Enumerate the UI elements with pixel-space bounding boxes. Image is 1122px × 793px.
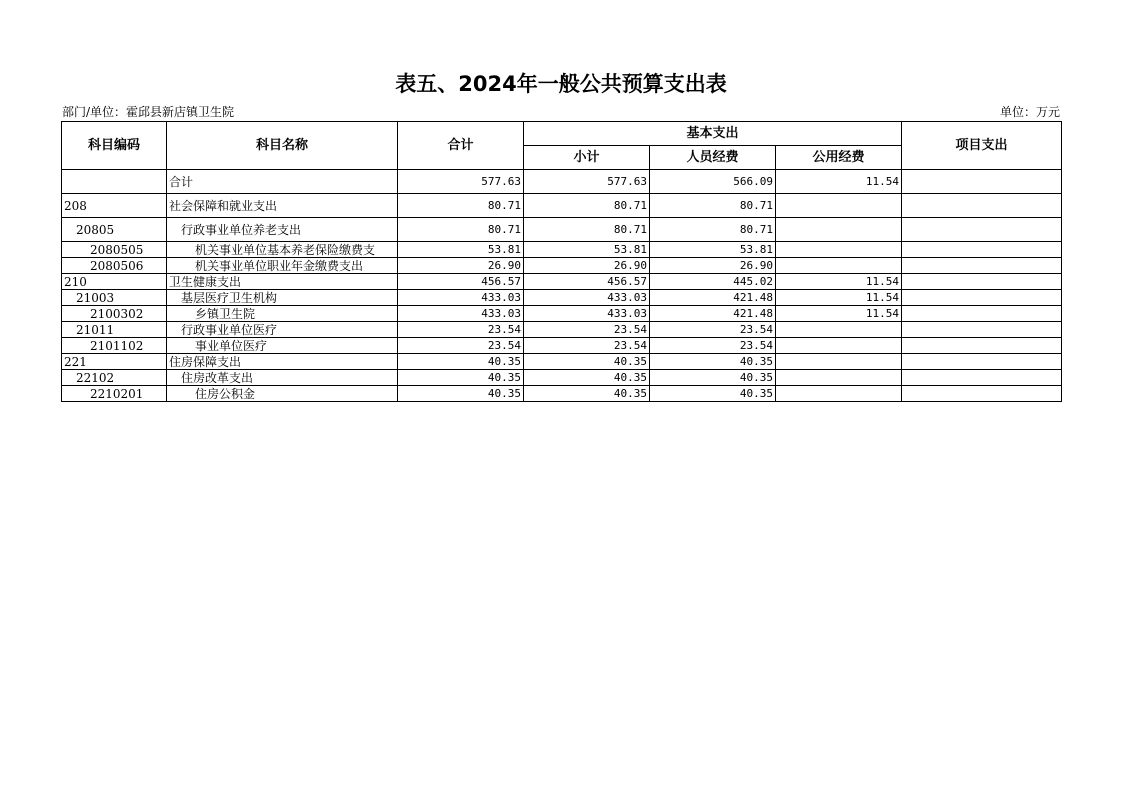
row-code: 2100302 [62,306,167,322]
header-basic: 基本支出 [524,122,902,146]
row-personnel: 421.48 [650,290,776,306]
row-subtotal: 433.03 [524,290,650,306]
row-subtotal: 40.35 [524,386,650,402]
row-personnel: 40.35 [650,386,776,402]
row-name: 社会保障和就业支出 [167,194,398,218]
row-project [902,386,1062,402]
table-row [62,354,1062,370]
row-personnel: 26.90 [650,258,776,274]
row-total: 456.57 [398,274,524,290]
row-name: 卫生健康支出 [167,274,398,290]
row-name: 行政事业单位养老支出 [167,218,398,242]
row-subtotal: 80.71 [524,194,650,218]
row-total: 80.71 [398,194,524,218]
row-name: 基层医疗卫生机构 [167,290,398,306]
row-personnel: 23.54 [650,338,776,354]
row-public [776,242,902,258]
row-project [902,242,1062,258]
row-code: 21011 [62,322,167,338]
row-project [902,322,1062,338]
row-code [62,170,167,194]
row-total: 23.54 [398,338,524,354]
row-code: 20805 [62,218,167,242]
row-subtotal: 456.57 [524,274,650,290]
row-subtotal: 23.54 [524,338,650,354]
table-row [62,258,1062,274]
table-row [62,274,1062,290]
table-row [62,386,1062,402]
row-personnel: 80.71 [650,194,776,218]
row-project [902,258,1062,274]
row-project [902,218,1062,242]
row-name: 行政事业单位医疗 [167,322,398,338]
row-public: 11.54 [776,274,902,290]
row-project [902,354,1062,370]
row-subtotal: 40.35 [524,354,650,370]
row-total: 577.63 [398,170,524,194]
row-public [776,194,902,218]
header-name: 科目名称 [167,122,398,170]
row-personnel: 80.71 [650,218,776,242]
row-public [776,370,902,386]
row-public [776,322,902,338]
row-name: 合计 [167,170,398,194]
row-subtotal: 40.35 [524,370,650,386]
header-subtotal: 小计 [524,146,650,170]
row-public [776,218,902,242]
table-row [62,338,1062,354]
row-subtotal: 80.71 [524,218,650,242]
row-code: 210 [62,274,167,290]
header-project: 项目支出 [902,122,1062,170]
row-name: 乡镇卫生院 [167,306,398,322]
row-name: 住房公积金 [167,386,398,402]
row-personnel: 40.35 [650,370,776,386]
row-personnel: 23.54 [650,322,776,338]
row-public: 11.54 [776,170,902,194]
page-title: 表五、2024年一般公共预算支出表 [395,72,727,96]
row-code: 221 [62,354,167,370]
unit-label: 单位：万元 [999,105,1060,119]
row-personnel: 445.02 [650,274,776,290]
row-subtotal: 577.63 [524,170,650,194]
row-total: 40.35 [398,354,524,370]
row-project [902,170,1062,194]
row-public: 11.54 [776,290,902,306]
row-personnel: 421.48 [650,306,776,322]
row-subtotal: 53.81 [524,242,650,258]
table-row [62,242,1062,258]
row-code: 2080506 [62,258,167,274]
budget-table [61,121,1062,402]
table-row [62,370,1062,386]
row-total: 53.81 [398,242,524,258]
row-public [776,354,902,370]
header-total: 合计 [398,122,524,170]
row-total: 433.03 [398,290,524,306]
row-name: 事业单位医疗 [167,338,398,354]
row-name: 机关事业单位基本养老保险缴费支 [167,242,398,258]
row-subtotal: 433.03 [524,306,650,322]
row-name: 住房保障支出 [167,354,398,370]
table-row [62,290,1062,306]
row-code: 2080505 [62,242,167,258]
row-project [902,338,1062,354]
table-row [62,194,1062,218]
table-row [62,322,1062,338]
table-row [62,306,1062,322]
row-total: 40.35 [398,386,524,402]
row-code: 21003 [62,290,167,306]
header-public: 公用经费 [776,146,902,170]
department-label: 部门/单位：霍邱县新店镇卫生院 [62,105,235,119]
row-subtotal: 26.90 [524,258,650,274]
row-personnel: 40.35 [650,354,776,370]
row-total: 40.35 [398,370,524,386]
row-project [902,290,1062,306]
row-personnel: 53.81 [650,242,776,258]
row-name: 机关事业单位职业年金缴费支出 [167,258,398,274]
row-project [902,194,1062,218]
row-total: 26.90 [398,258,524,274]
row-project [902,274,1062,290]
header-code: 科目编码 [62,122,167,170]
row-project [902,370,1062,386]
row-code: 22102 [62,370,167,386]
row-subtotal: 23.54 [524,322,650,338]
row-total: 433.03 [398,306,524,322]
row-public [776,258,902,274]
table-row [62,218,1062,242]
row-public [776,386,902,402]
row-personnel: 566.09 [650,170,776,194]
row-code: 208 [62,194,167,218]
row-total: 80.71 [398,218,524,242]
row-public [776,338,902,354]
row-code: 2210201 [62,386,167,402]
row-public: 11.54 [776,306,902,322]
row-project [902,306,1062,322]
row-code: 2101102 [62,338,167,354]
table-row [62,170,1062,194]
row-total: 23.54 [398,322,524,338]
row-name: 住房改革支出 [167,370,398,386]
header-personnel: 人员经费 [650,146,776,170]
